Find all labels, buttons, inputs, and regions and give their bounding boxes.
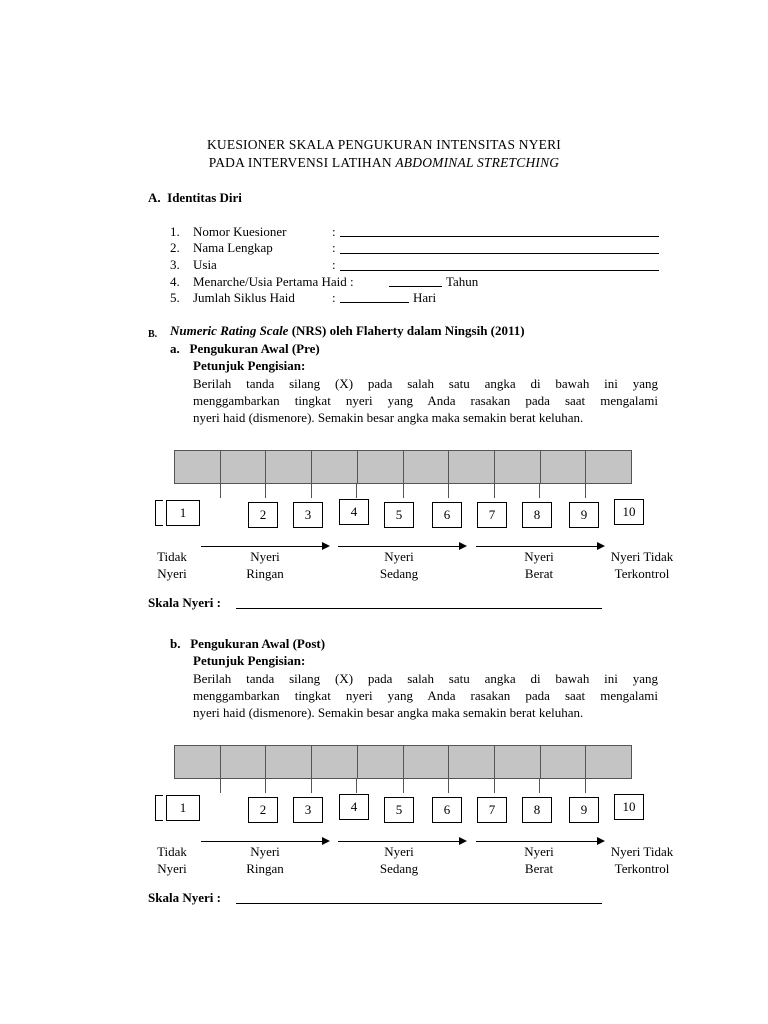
- instruction-line: Berilah tanda silang (X) pada salah satu angka di bawah ini yang: [193, 671, 658, 686]
- scale-category-label-line: Nyeri Tidak: [610, 549, 674, 564]
- scale-strip-cell: [495, 451, 541, 483]
- section-b-letter: B.: [148, 329, 158, 340]
- identity-item-unit: Tahun: [446, 274, 479, 289]
- scale-arrow: [201, 546, 328, 547]
- scale-number-box[interactable]: 3: [293, 502, 323, 528]
- scale-category-label-line: Terkontrol: [614, 566, 670, 581]
- scale-category-label-line: Berat: [524, 566, 554, 581]
- menarche-field[interactable]: [389, 286, 442, 287]
- scale-category-label: [230, 843, 300, 877]
- scale-category-label: [142, 843, 202, 877]
- scale-number-box[interactable]: 7: [477, 502, 507, 528]
- scale-number-box[interactable]: 7: [477, 797, 507, 823]
- skala-nyeri-label: Skala Nyeri :: [148, 890, 221, 905]
- instruction-paragraph: [193, 670, 658, 721]
- scale-tick: [220, 779, 221, 793]
- scale-strip-cell: [358, 746, 404, 778]
- scale-category-label-line: Nyeri: [157, 861, 187, 876]
- scale-category-label-line: Terkontrol: [614, 861, 670, 876]
- scale-category-label-line: Ringan: [246, 861, 284, 876]
- scale-category-label-line: Nyeri: [524, 549, 554, 564]
- identity-item-label: Nama Lengkap: [193, 240, 273, 255]
- scale-strip-cell: [541, 746, 587, 778]
- identity-item-label: Usia: [193, 257, 217, 272]
- scale-arrow: [338, 546, 465, 547]
- scale-category-label-line: Tidak: [157, 844, 187, 859]
- scale-arrow: [201, 841, 328, 842]
- scale-number-box[interactable]: 3: [293, 797, 323, 823]
- scale-category-label-line: Sedang: [379, 861, 419, 876]
- instruction-title: Petunjuk Pengisian:: [193, 653, 306, 668]
- instruction-line: menggambarkan tingkat nyeri yang Anda rasakan pada saat mengalami: [193, 688, 658, 703]
- scale-category-label: [597, 548, 687, 582]
- scale-category-label: [364, 548, 434, 582]
- scale-strip-cell: [404, 746, 450, 778]
- scale-category-label-line: Nyeri: [250, 844, 280, 859]
- scale-number-box[interactable]: 10: [614, 499, 644, 525]
- identity-item-number: 2.: [170, 240, 180, 255]
- scale-category-label: [504, 548, 574, 582]
- scale-number-box[interactable]: 4: [339, 794, 369, 820]
- scale-tick: [311, 484, 312, 498]
- instruction-line: Berilah tanda silang (X) pada salah satu angka di bawah ini yang: [193, 376, 658, 391]
- scale-tick: [539, 484, 540, 498]
- identity-item-colon: :: [332, 240, 336, 255]
- scale-number-box[interactable]: 6: [432, 502, 462, 528]
- nama-lengkap-field[interactable]: [340, 253, 659, 254]
- skala-nyeri-field[interactable]: [236, 903, 602, 904]
- scale-number-box[interactable]: 6: [432, 797, 462, 823]
- scale-strip-cell: [221, 451, 267, 483]
- scale-category-label-line: Nyeri: [157, 566, 187, 581]
- scale-tick: [585, 484, 586, 498]
- scale-category-label-line: Tidak: [157, 549, 187, 564]
- scale-tick: [539, 779, 540, 793]
- scale-strip-cell: [312, 451, 358, 483]
- identity-item-label: Jumlah Siklus Haid: [193, 290, 295, 305]
- scale-number-box[interactable]: 9: [569, 797, 599, 823]
- scale-category-label-line: Nyeri: [524, 844, 554, 859]
- identity-item-unit: Hari: [413, 290, 437, 305]
- scale-category-label: [230, 548, 300, 582]
- identity-item-number: 4.: [170, 274, 180, 289]
- scale-category-label-line: Nyeri Tidak: [610, 844, 674, 859]
- identity-item-colon: :: [332, 257, 336, 272]
- scale-category-label-line: Nyeri: [384, 549, 414, 564]
- scale-strip-cell: [266, 451, 312, 483]
- identity-item-label: Menarche/Usia Pertama Haid :: [193, 274, 354, 289]
- scale-category-label: [364, 843, 434, 877]
- scale-category-label-line: Nyeri: [250, 549, 280, 564]
- scale-category-label-line: Berat: [524, 861, 554, 876]
- instruction-title: Petunjuk Pengisian:: [193, 358, 306, 373]
- scale-category-label-line: Nyeri: [384, 844, 414, 859]
- identity-item-number: 5.: [170, 290, 180, 305]
- title-line-2-italic: ABDOMINAL STRETCHING: [395, 155, 560, 170]
- instruction-line: nyeri haid (dismenore). Semakin besar angka maka semakin berat keluhan.: [193, 705, 584, 720]
- scale-category-label: [142, 548, 202, 582]
- scale-strip-cell: [449, 451, 495, 483]
- identity-item-number: 3.: [170, 257, 180, 272]
- scale-tick: [311, 779, 312, 793]
- identity-item-label: Nomor Kuesioner: [193, 224, 287, 239]
- scale-tick: [403, 484, 404, 498]
- scale-strip-cell: [541, 451, 587, 483]
- section-b-heading-rest: (NRS) oleh Flaherty dalam Ningsih (2011): [288, 323, 525, 338]
- section-a-heading: A. Identitas Diri: [148, 190, 242, 205]
- scale-tick: [356, 484, 357, 498]
- scale-strip-cell: [495, 746, 541, 778]
- scale-tick: [265, 779, 266, 793]
- scale-arrow: [476, 841, 603, 842]
- pain-scale-strip: [174, 450, 632, 484]
- document-title-line-2: [0, 155, 768, 171]
- scale-number-box[interactable]: 8: [522, 797, 552, 823]
- scale-strip-cell: [312, 746, 358, 778]
- instruction-paragraph: [193, 375, 658, 426]
- scale-category-label-line: Ringan: [246, 566, 284, 581]
- scale-left-bracket: [155, 795, 163, 821]
- scale-strip-cell: [586, 451, 631, 483]
- scale-number-box[interactable]: 4: [339, 499, 369, 525]
- scale-number-box[interactable]: 5: [384, 502, 414, 528]
- scale-number-box[interactable]: 9: [569, 502, 599, 528]
- scale-strip-cell: [175, 746, 221, 778]
- scale-tick: [448, 484, 449, 498]
- scale-number-box[interactable]: 5: [384, 797, 414, 823]
- identity-item-number: 1.: [170, 224, 180, 239]
- document-title-line-1: KUESIONER SKALA PENGUKURAN INTENSITAS NYERI: [206, 137, 562, 152]
- scale-number-box[interactable]: 1: [166, 795, 200, 821]
- scale-tick: [448, 779, 449, 793]
- scale-category-label-line: Sedang: [379, 566, 419, 581]
- scale-strip-cell: [221, 746, 267, 778]
- nomor-kuesioner-field[interactable]: [340, 236, 659, 237]
- scale-number-box[interactable]: 10: [614, 794, 644, 820]
- part-heading: a. Pengukuran Awal (Pre): [170, 341, 320, 356]
- section-b-heading-italic: Numeric Rating Scale: [170, 323, 289, 338]
- scale-strip-cell: [266, 746, 312, 778]
- jumlah-siklus-field[interactable]: [340, 302, 409, 303]
- scale-strip-cell: [449, 746, 495, 778]
- scale-tick: [403, 779, 404, 793]
- skala-nyeri-label: Skala Nyeri :: [148, 595, 221, 610]
- title-line-2-prefix: PADA INTERVENSI LATIHAN: [208, 155, 396, 170]
- instruction-line: menggambarkan tingkat nyeri yang Anda rasakan pada saat mengalami: [193, 393, 658, 408]
- scale-category-label: [597, 843, 687, 877]
- scale-strip-cell: [175, 451, 221, 483]
- pain-scale-strip: [174, 745, 632, 779]
- scale-left-bracket: [155, 500, 163, 526]
- section-b-heading: [170, 323, 525, 339]
- scale-number-box[interactable]: 2: [248, 797, 278, 823]
- usia-field[interactable]: [340, 270, 659, 271]
- scale-category-label: [504, 843, 574, 877]
- scale-strip-cell: [586, 746, 631, 778]
- instruction-line: nyeri haid (dismenore). Semakin besar angka maka semakin berat keluhan.: [193, 410, 584, 425]
- scale-number-box[interactable]: 8: [522, 502, 552, 528]
- identity-item-colon: :: [332, 290, 336, 305]
- scale-tick: [494, 779, 495, 793]
- scale-arrow: [338, 841, 465, 842]
- identity-item-colon: :: [332, 224, 336, 239]
- scale-tick: [220, 484, 221, 498]
- skala-nyeri-field[interactable]: [236, 608, 602, 609]
- scale-number-box[interactable]: 1: [166, 500, 200, 526]
- scale-tick: [494, 484, 495, 498]
- scale-strip-cell: [404, 451, 450, 483]
- scale-strip-cell: [358, 451, 404, 483]
- part-heading: b. Pengukuran Awal (Post): [170, 636, 326, 651]
- scale-tick: [585, 779, 586, 793]
- scale-arrow: [476, 546, 603, 547]
- scale-tick: [356, 779, 357, 793]
- scale-number-box[interactable]: 2: [248, 502, 278, 528]
- scale-tick: [265, 484, 266, 498]
